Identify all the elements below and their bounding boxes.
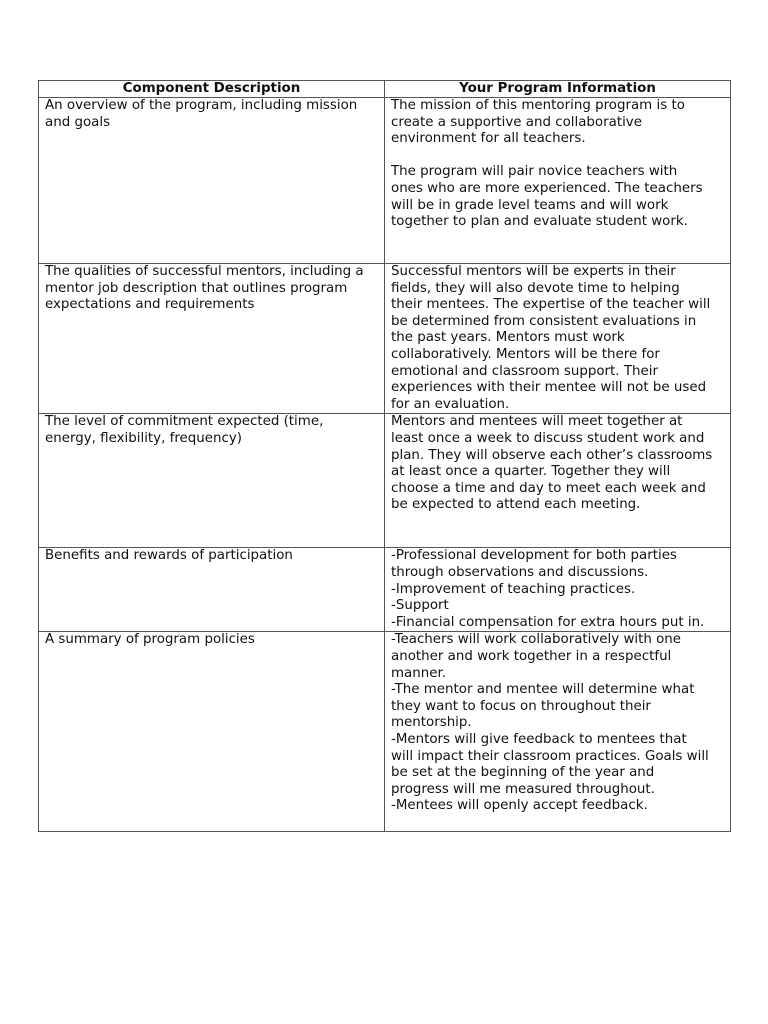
header-component-description: Component Description bbox=[39, 81, 385, 98]
text-line: mentorship. bbox=[391, 715, 472, 731]
text-line: The mission of this mentoring program is to bbox=[391, 98, 685, 113]
text-line: will impact their classroom practices. Goals will bbox=[391, 748, 709, 764]
text-line: at least once a quarter. Together they will bbox=[391, 464, 671, 480]
text-line: will be in grade level teams and will work bbox=[391, 197, 669, 213]
text-line: expectations and requirements bbox=[45, 297, 255, 313]
text-line: manner. bbox=[391, 665, 446, 681]
text-line: -Mentors will give feedback to mentees that bbox=[391, 731, 687, 747]
row-description-commitment bbox=[39, 414, 385, 548]
text-line: Mentors and mentees will meet together at bbox=[391, 414, 683, 430]
row-info-commitment bbox=[385, 414, 731, 548]
row-info-mentor-qualities bbox=[385, 264, 731, 414]
row-info-benefits bbox=[385, 548, 731, 632]
row-description-benefits bbox=[39, 548, 385, 632]
text-line: choose a time and day to meet each week and bbox=[391, 480, 706, 496]
table-row bbox=[39, 264, 731, 414]
table-row bbox=[39, 632, 731, 832]
paragraph-gap bbox=[391, 148, 727, 165]
text-line: ones who are more experienced. The teachers bbox=[391, 180, 703, 196]
text-line: plan. They will observe each other’s classrooms bbox=[391, 447, 713, 463]
text-line: The qualities of successful mentors, including a bbox=[45, 264, 364, 279]
program-information-table bbox=[38, 80, 731, 832]
text-line: Benefits and rewards of participation bbox=[45, 548, 293, 564]
text-line: -Improvement of teaching practices. bbox=[391, 581, 636, 597]
text-line: be determined from consistent evaluations in bbox=[391, 313, 697, 329]
text-line: through observations and discussions. bbox=[391, 564, 649, 580]
text-line: -Mentees will openly accept feedback. bbox=[391, 798, 648, 814]
text-line: for an evaluation. bbox=[391, 396, 510, 412]
text-line: -The mentor and mentee will determine what bbox=[391, 682, 695, 698]
header-your-program-information: Your Program Information bbox=[385, 81, 731, 98]
table-row bbox=[39, 98, 731, 264]
text-line: Successful mentors will be experts in their bbox=[391, 264, 676, 279]
text-line: fields, they will also devote time to helping bbox=[391, 280, 680, 296]
text-line: they want to focus on throughout their bbox=[391, 698, 651, 714]
text-line: emotional and classroom support. Their bbox=[391, 363, 658, 379]
text-line: A summary of program policies bbox=[45, 632, 255, 648]
text-line: mentor job description that outlines program bbox=[45, 280, 348, 296]
table-header-row bbox=[39, 81, 731, 98]
row-description-mentor-qualities bbox=[39, 264, 385, 414]
text-line: and goals bbox=[45, 114, 111, 130]
text-line: collaboratively. Mentors will be there for bbox=[391, 346, 660, 362]
text-line: least once a week to discuss student work and bbox=[391, 430, 705, 446]
text-line: The level of commitment expected (time, bbox=[45, 414, 324, 430]
text-line: The program will pair novice teachers with bbox=[391, 164, 678, 180]
row-info-overview bbox=[385, 98, 731, 264]
row-description-overview bbox=[39, 98, 385, 264]
table-row bbox=[39, 414, 731, 548]
text-line: -Support bbox=[391, 598, 449, 614]
text-line: An overview of the program, including mission bbox=[45, 98, 358, 113]
text-line: together to plan and evaluate student work. bbox=[391, 214, 688, 230]
row-info-policies bbox=[385, 632, 731, 832]
text-line: progress will me measured throughout. bbox=[391, 781, 655, 797]
text-line: energy, flexibility, frequency) bbox=[45, 430, 242, 446]
row-description-policies bbox=[39, 632, 385, 832]
text-line: the past years. Mentors must work bbox=[391, 330, 625, 346]
text-line: environment for all teachers. bbox=[391, 131, 586, 147]
text-line: -Financial compensation for extra hours put in. bbox=[391, 614, 705, 630]
text-line: -Professional development for both parties bbox=[391, 548, 677, 564]
text-line: be expected to attend each meeting. bbox=[391, 497, 641, 513]
table-row bbox=[39, 548, 731, 632]
text-line: their mentees. The expertise of the teacher will bbox=[391, 297, 711, 313]
text-line: another and work together in a respectful bbox=[391, 648, 672, 664]
text-line: -Teachers will work collaboratively with one bbox=[391, 632, 682, 648]
text-line: be set at the beginning of the year and bbox=[391, 765, 655, 781]
text-line: experiences with their mentee will not be used bbox=[391, 380, 707, 396]
text-line: create a supportive and collaborative bbox=[391, 114, 642, 130]
